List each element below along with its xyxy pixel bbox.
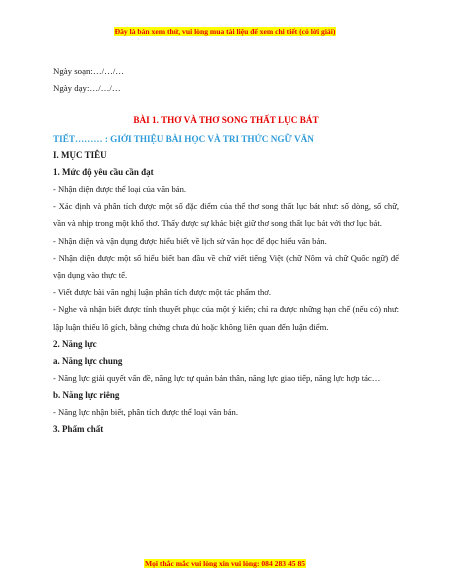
header-notice [0, 27, 450, 36]
requirement-item: - Viết được bài văn nghị luận phân tích được một tác phẩm thơ. [53, 287, 271, 298]
dates-block [53, 63, 399, 97]
header-notice-text: Đây là bản xem thử, vui lòng mua tài liệu để xem chi tiết (có lời giải) [114, 27, 336, 36]
document-body [53, 63, 399, 438]
specific-competence-text: - Năng lực nhận biết, phân tích được thể loại văn bản. [53, 407, 238, 418]
subsection-general-competence: a. Năng lực chung [53, 355, 123, 366]
requirement-item: - Nhận diện được thể loại của văn bản. [53, 184, 187, 194]
footer-notice-text: Mọi thắc mắc vui lòng xin vui lòng: 084 283 45 85 [144, 559, 306, 568]
subsection-specific-competence: b. Năng lực riêng [53, 390, 120, 401]
subsection-competence: 2. Năng lực [53, 338, 97, 349]
requirement-item: - Xác định và phân tích được một số đặc điểm của thể thơ song thất lục bát như: số dòng, số chữ, vần và nhịp trong một khổ thơ. Thấy được sự khác biệt giữ thơ song thất lục bát với thơ lục bát. [53, 201, 399, 229]
requirement-item: - Nhận diện và vận dụng được hiểu biết về lịch sử văn học để đọc hiểu văn bản. [53, 235, 327, 246]
requirement-item: - Nghe và nhận biết được tính thuyết phục của một ý kiến; chỉ ra được những hạn chế (nếu có) như: lập luận thiếu lô gích, bằng chứng chưa đủ hoặc không liên quan đến luận điểm. [53, 304, 399, 332]
general-competence-text: - Năng lực giải quyết vấn đề, năng lực tự quản bản thân, năng lực giao tiếp, năng lực hợp tác… [53, 372, 381, 383]
footer-notice [0, 559, 450, 568]
lesson-title: BÀI 1. THƠ VÀ THƠ SONG THẤT LỤC BÁT [133, 115, 319, 125]
subsection-requirements: 1. Mức độ yêu cầu cần đạt [53, 167, 154, 177]
section-objectives: I. MỤC TIÊU [53, 150, 107, 160]
teach-date: Ngày dạy:…/…/… [53, 83, 121, 93]
subsection-qualities: 3. Phẩm chất [53, 424, 104, 435]
requirement-item: - Nhận diện được một số hiểu biết ban đầu về chữ viết tiếng Việt (chữ Nôm và chữ Quốc ngữ) để vận dụng vào thực tế. [53, 252, 399, 281]
prep-date: Ngày soạn:…/…/… [53, 66, 125, 76]
lesson-subtitle: TIẾT……… : GIỚI THIỆU BÀI HỌC VÀ TRI THỨC NGỮ VĂN [53, 134, 314, 144]
